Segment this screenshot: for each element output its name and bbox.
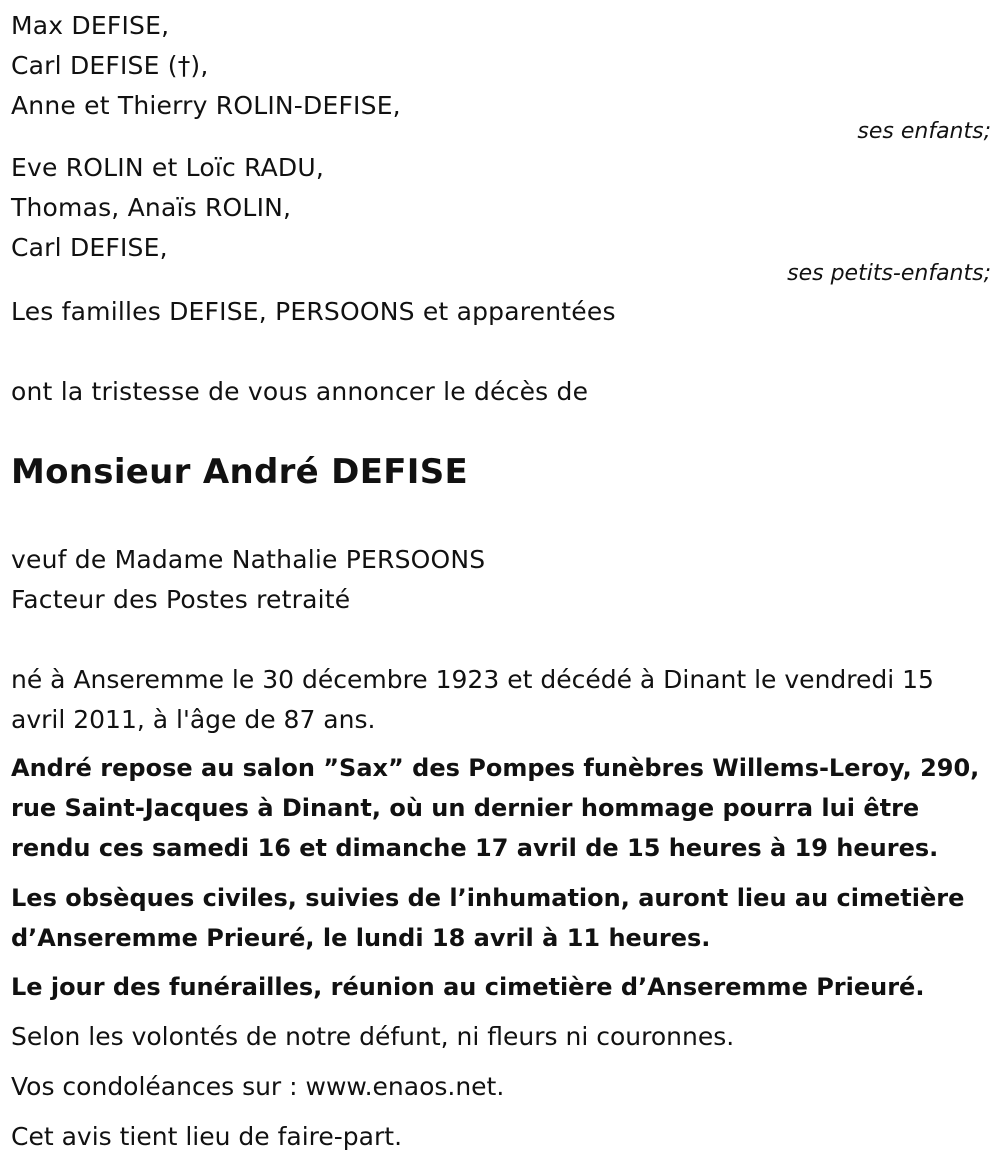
announcement-line: ont la tristesse de vous annoncer le décès de [11,377,589,406]
flowers-paragraph: Selon les volontés de notre défunt, ni fleurs ni couronnes. [11,1022,735,1051]
child-name: Anne et Thierry ROLIN-DEFISE, [11,91,401,120]
child-name: Max DEFISE, [11,11,170,40]
families-line: Les familles DEFISE, PERSOONS et apparentées [11,297,616,326]
children-group [11,6,991,144]
birth-death-paragraph: né à Anseremme le 30 décembre 1923 et décédé à Dinant le vendredi 15 avril 2011, à l'âge de 87 ans. [11,665,934,734]
condolences-paragraph: Vos condoléances sur : www.enaos.net. [11,1072,505,1101]
deceased-name: Monsieur André DEFISE [11,452,469,492]
grandchild-name: Thomas, Anaïs ROLIN, [11,193,292,222]
grandchild-name: Carl DEFISE, [11,233,168,262]
children-role-label: ses enfants; [857,119,991,144]
funeral-paragraph: Les obsèques civiles, suivies de l’inhumation, auront lieu au cimetière d’Anseremme Prieuré, le lundi 18 avril à 11 heures. [11,884,965,952]
occupation-line: Facteur des Postes retraité [11,585,351,614]
grandchildren-role-label: ses petits-enfants; [787,261,991,286]
grandchild-name: Eve ROLIN et Loïc RADU, [11,153,325,182]
grandchildren-group [11,148,991,286]
meeting-paragraph: Le jour des funérailles, réunion au cimetière d’Anseremme Prieuré. [11,973,925,1001]
notice-paragraph: Cet avis tient lieu de faire-part. [11,1122,403,1151]
deceased-details [11,540,485,620]
salon-paragraph: André repose au salon ”Sax” des Pompes funèbres Willems-Leroy, 290, rue Saint-Jacques à Dinant, où un dernier hommage pourra lui être rendu ces samedi 16 et dimanche 17 avril de 15 heures à 19 heures. [11,754,980,862]
spouse-line: veuf de Madame Nathalie PERSOONS [11,545,486,574]
child-name: Carl DEFISE (†), [11,51,209,80]
